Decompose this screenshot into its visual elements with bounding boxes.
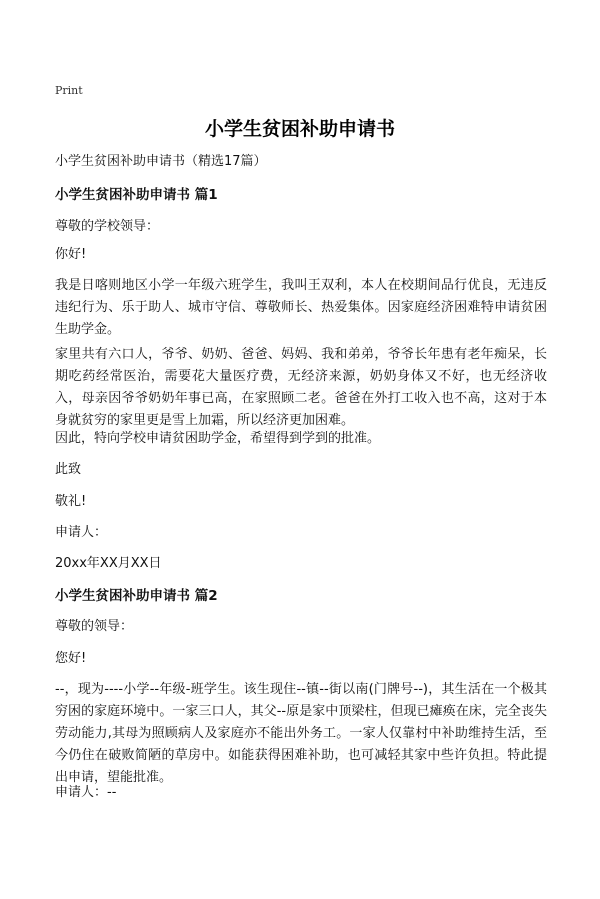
section-2-heading: 小学生贫困补助申请书 篇2 [55, 588, 218, 604]
section-1-greeting: 你好! [55, 247, 87, 262]
section-1-heading: 小学生贫困补助申请书 篇1 [55, 187, 218, 203]
section-2-salutation: 尊敬的领导： [55, 619, 134, 634]
section-1-closing-2: 敬礼! [55, 494, 87, 509]
section-1-date: 20xx年XX月XX日 [55, 556, 162, 571]
section-2-greeting: 您好! [55, 651, 87, 666]
section-1-closing-1: 此致 [55, 462, 82, 477]
section-1-paragraph-1: 我是日喀则地区小学一年级六班学生，我叫王双利，本人在校期间品行优良，无违反违纪行为、乐于助人、城市守信、尊敬师长、热爱集体。因家庭经济困难特申请贫困生助学金。 [55, 278, 547, 337]
section-1-applicant: 申请人： [55, 525, 108, 540]
document-subtitle: 小学生贫困补助申请书（精选17篇） [55, 154, 267, 169]
section-1-paragraph-2: 家里共有六口人，爷爷、奶奶、爸爸、妈妈、我和弟弟，爷爷长年患有老年痴呆，长期吃药经常医治，需要花大量医疗费，无经济来源，奶奶身体又不好，也无经济收入，母亲因爷爷奶奶年事已高，在家照顾二老。爸爸在外打工收入也不高，这对于本身就贫穷的家里更是雪上加霜，所以经济更加困难。 [55, 347, 547, 428]
section-2-paragraph-1: --，现为----小学--年级-班学生。该生现住--镇--街以南(门牌号--)，其生活在一个极其穷困的家庭环境中。一家三口人，其父--原是家中顶梁柱，但现已瘫痪在床，完全丧失劳动能力,其母为照顾病人及家庭亦不能出外务工。一家人仅靠村中补助维持生活，至今仍住在破败简陋的草房中。如能获得困难补助，也可减轻其家中些许负担。特此提出申请，望能批准。 [55, 682, 547, 785]
section-2-applicant: 申请人：-- [55, 785, 117, 800]
print-label: Print [55, 84, 83, 97]
section-1-paragraph-3: 因此，特向学校申请贫困助学金，希望得到学到的批准。 [55, 431, 381, 446]
section-1-salutation: 尊敬的学校领导： [55, 219, 160, 234]
document-title: 小学生贫困补助申请书 [204, 118, 395, 140]
